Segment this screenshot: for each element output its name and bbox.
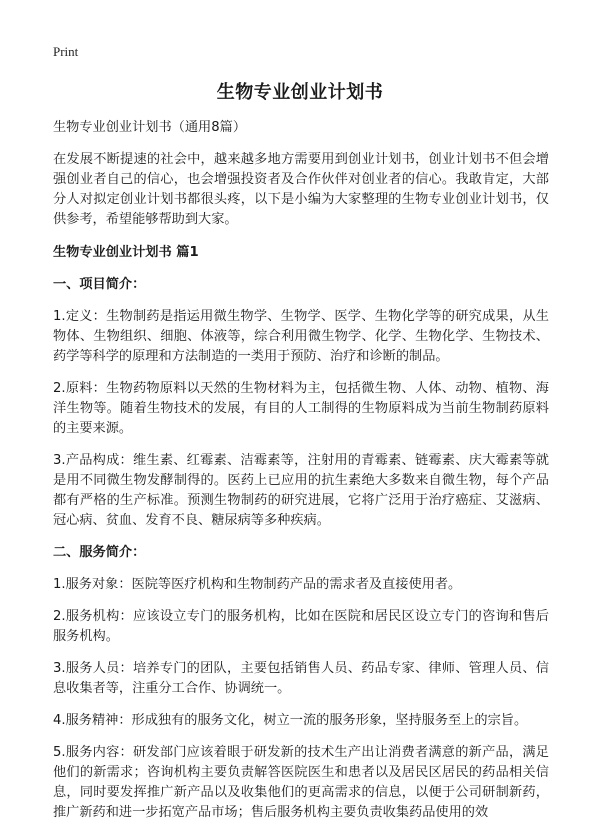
service-item-organization: 2.服务机构：应该设立专门的服务机构，比如在医院和居民区设立专门的咨询和售后服务机构。 xyxy=(53,609,549,644)
print-link[interactable]: Print xyxy=(53,44,79,59)
service-item-staff: 3.服务人员：培养专门的团队，主要包括销售人员、药品专家、律师、管理人员、信息收集者等，注重分工合作、协调统一。 xyxy=(53,661,549,696)
section-heading-service: 二、服务简介： xyxy=(53,545,146,560)
service-item-spirit: 4.服务精神：形成独有的服务文化，树立一流的服务形象，坚持服务至上的宗旨。 xyxy=(53,713,528,728)
project-item-products: 3.产品构成：维生素、红霉素、洁霉素等，注射用的青霉素、链霉素、庆大霉素等就是用不同微生物发酵制得的。医药上已应用的抗生素绝大多数来自微生物，每个产品都有严格的生产标准。预测生物制药的研究进展，它将广泛用于治疗癌症、艾滋病、冠心病、贫血、发育不良、糖尿病等多种疾病。 xyxy=(53,453,549,528)
project-item-materials: 2.原料：生物药物原料以天然的生物材料为主，包括微生物、人体、动物、植物、海洋生物等。随着生物技术的发展，有目的人工制得的生物原料成为当前生物制药原料的主要来源。 xyxy=(53,381,549,436)
document-title: 生物专业创业计划书 xyxy=(216,82,384,103)
service-item-content: 5.服务内容：研发部门应该着眼于研发新的技术生产出让消费者满意的新产品，满足他们的新需求；咨询机构主要负责解答医院医生和患者以及居民区居民的药品相关信息，同时要发挥推广新产品以及收集他们的更高需求的信息，以便于公司研制新药，推广新药和进一步拓宽产品市场；售后服务机构主要负责收集药品使用的效 xyxy=(53,745,549,820)
intro-paragraph: 在发展不断提速的社会中，越来越多地方需要用到创业计划书，创业计划书不但会增强创业者自己的信心，也会增强投资者及合作伙伴对创业者的信心。我敢肯定，大部分人对拟定创业计划书都很头疼，以下是小编为大家整理的生物专业创业计划书，仅供参考，希望能够帮助到大家。 xyxy=(53,152,549,227)
service-item-target: 1.服务对象：医院等医疗机构和生物制药产品的需求者及直接使用者。 xyxy=(53,577,462,592)
document-subtitle: 生物专业创业计划书（通用8篇） xyxy=(53,120,247,135)
article-heading: 生物专业创业计划书 篇1 xyxy=(53,245,199,260)
project-item-definition: 1.定义：生物制药是指运用微生物学、生物学、医学、生物化学等的研究成果，从生物体、生物组织、细胞、体液等，综合利用微生物学、化学、生物化学、生物技术、药学等科学的原理和方法制造的一类用于预防、治疗和诊断的制品。 xyxy=(53,309,549,364)
section-heading-project: 一、项目简介： xyxy=(53,277,146,292)
document-body xyxy=(53,118,549,823)
